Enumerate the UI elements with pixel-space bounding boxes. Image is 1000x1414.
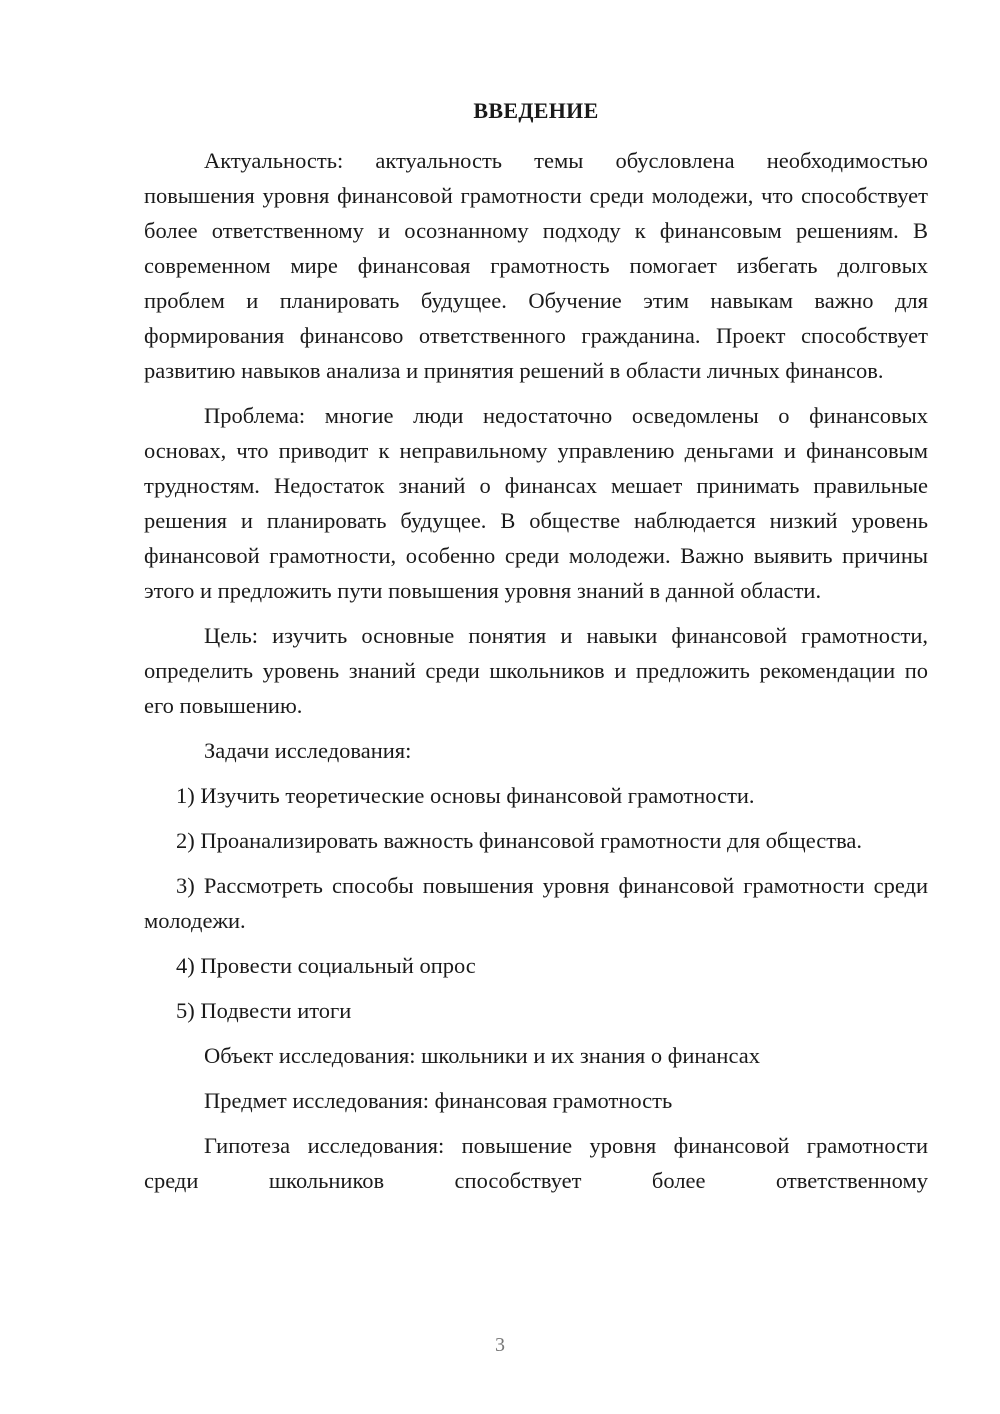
tasks-heading: Задачи исследования: <box>204 738 412 763</box>
research-object: Объект исследования: школьники и их знания о финансах <box>204 1043 760 1068</box>
problem-paragraph: Проблема: многие люди недостаточно осведомлены о финансовых основах, что приводит к неправильному управлению деньгами и финансовым трудностям. Недостаток знаний о финансах мешает принимать правильные решения и планировать будущее. В обществе наблюдается низкий уровень финансовой грамотности, особенно среди молодежи. Важно выявить причины этого и предложить пути повышения уровня знаний в данной области. <box>144 403 928 603</box>
page-number: 3 <box>495 1334 505 1356</box>
section-title: ВВЕДЕНИЕ <box>473 98 599 123</box>
task-item-3: 3) Рассмотреть способы повышения уровня финансовой грамотности среди молодежи. <box>144 873 928 933</box>
relevance-paragraph: Актуальность: актуальность темы обусловлена необходимостью повышения уровня финансовой грамотности среди молодежи, что способствует более ответственному и осознанному подходу к финансовым решениям. В современном мире финансовая грамотность помогает избегать долговых проблем и планировать будущее. Обучение этим навыкам важно для формирования финансово ответственного гражданина. Проект способствует развитию навыков анализа и принятия решений в области личных финансов. <box>144 148 928 383</box>
page-content <box>144 94 928 1208</box>
goal-paragraph: Цель: изучить основные понятия и навыки финансовой грамотности, определить уровень знаний среди школьников и предложить рекомендации по его повышению. <box>144 623 928 718</box>
task-item-5: 5) Подвести итоги <box>176 998 352 1023</box>
research-hypothesis: Гипотеза исследования: повышение уровня финансовой грамотности среди школьников способствует более ответственному <box>144 1133 928 1193</box>
task-item-4: 4) Провести социальный опрос <box>176 953 476 978</box>
task-item-1: 1) Изучить теоретические основы финансовой грамотности. <box>176 783 755 808</box>
research-subject: Предмет исследования: финансовая грамотность <box>204 1088 673 1113</box>
task-item-2: 2) Проанализировать важность финансовой грамотности для общества. <box>176 828 863 853</box>
